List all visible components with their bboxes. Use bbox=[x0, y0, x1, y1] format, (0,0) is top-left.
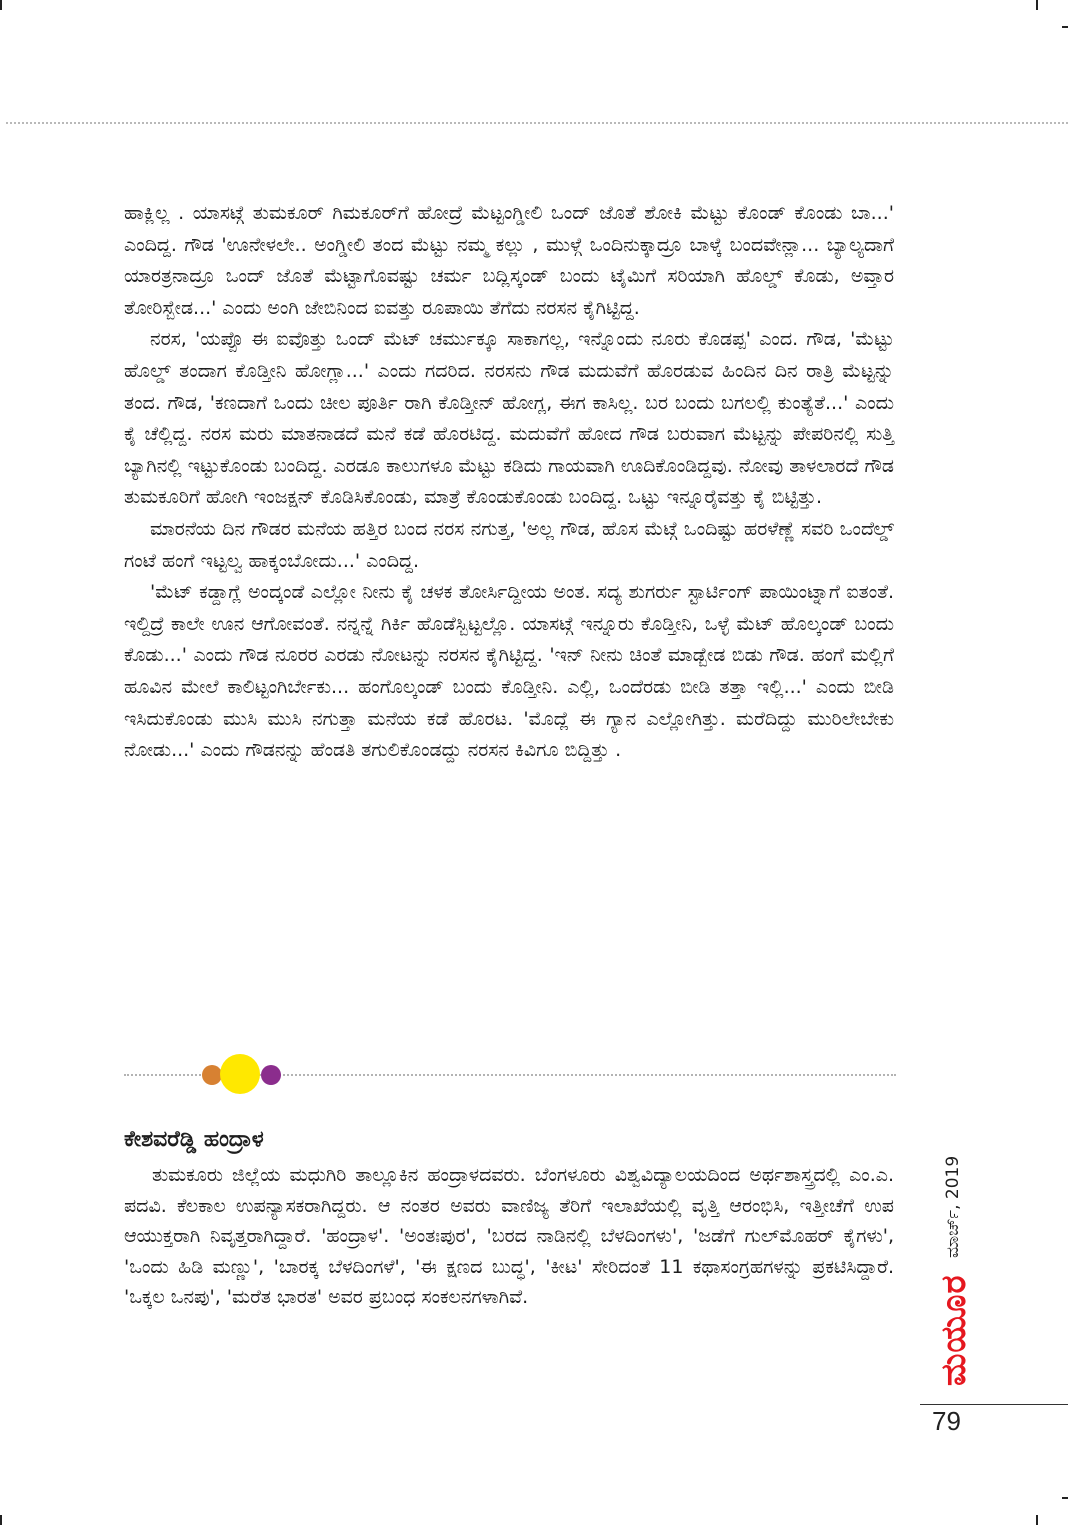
author-bio: ತುಮಕೂರು ಜಿಲ್ಲೆಯ ಮಧುಗಿರಿ ತಾಲ್ಲೂಕಿನ ಹಂದ್ರಾಳದವರು. ಬೆಂಗಳೂರು ವಿಶ್ವವಿದ್ಯಾಲಯದಿಂದ ಅರ್ಥಶಾಸ್ತ್ರದಲ್ಲಿ ಎಂ.ಎ. ಪದವಿ. ಕೆಲಕಾಲ ಉಪನ್ಯಾಸಕರಾಗಿದ್ದರು. ಆ ನಂತರ ಅವರು ವಾಣಿಜ್ಯ ತೆರಿಗೆ ಇಲಾಖೆಯಲ್ಲಿ ವೃತ್ತಿ ಆರಂಭಿಸಿ, ಇತ್ತೀಚೆಗೆ ಉಪ ಆಯುಕ್ತರಾಗಿ ನಿವೃತ್ತರಾಗಿದ್ದಾರೆ. 'ಹಂದ್ರಾಳ'. 'ಅಂತಃಪುರ', 'ಬರದ ನಾಡಿನಲ್ಲಿ ಬೆಳದಿಂಗಳು', 'ಜಡೆಗೆ ಗುಲ್‌ಮೊಹರ್ ಕೈಗಳು', 'ಒಂದು ಹಿಡಿ ಮಣ್ಣು', 'ಬಾರಕ್ಕ ಬೆಳದಿಂಗಳೆ', 'ಈ ಕ್ಷಣದ ಬುದ್ಧ', 'ಕೀಟ' ಸೇರಿದಂತೆ 11 ಕಥಾಸಂಗ್ರಹಗಳನ್ನು ಪ್ರಕಟಿಸಿದ್ದಾರೆ. 'ಒಕ್ಕಲ ಒನಪು', 'ಮರೆತ ಭಾರತ' ಅವರ ಪ್ರಬಂಧ ಸಂಕಲನಗಳಾಗಿವೆ. bbox=[124, 1164, 894, 1308]
yellow-dot-ornament bbox=[220, 1054, 260, 1094]
section-divider bbox=[124, 1054, 896, 1094]
story-paragraph: 'ಮೆಟ್ ಕಡ್ದಾಗ್ಲೆ ಅಂದ್ಕಂಡೆ ಎಲ್ಲೋ ನೀನು ಕೈ ಚಳಕ ತೋರ್ಸಿದ್ದೀಯ ಅಂತ. ಸದ್ಯ ಶುಗರ್ರು ಸ್ಟಾರ್ಟಿಂಗ್ ಪಾಯಿಂಟ್ನಾಗೆ ಐತಂತೆ. ಇಲ್ದಿದ್ರೆ ಕಾಲೇ ಊನ ಆಗೋವಂತೆ. ನನ್ನನ್ನೆ ಗಿರ್ಕಿ ಹೊಡೆಸ್ಬಿಟ್ಟಲ್ಲೊ. ಯಾಸಟ್ಗೆ ಇನ್ನೂರು ಕೊಡ್ತೀನಿ, ಒಳ್ಳೆ ಮೆಟ್ ಹೊಲ್ಕಂಡ್ ಬಂದು ಕೊಡು...' ಎಂದು ಗೌಡ ನೂರರ ಎರಡು ನೋಟನ್ನು ನರಸನ ಕೈಗಿಟ್ಟಿದ್ದ. 'ಇನ್ ನೀನು ಚಿಂತೆ ಮಾಡ್ಬೇಡ ಬಿಡು ಗೌಡ. ಹಂಗೆ ಮಲ್ಲಿಗೆ ಹೂವಿನ ಮೇಲೆ ಕಾಲಿಟ್ಟಂಗಿರ್ಬೇಕು... ಹಂಗೊಲ್ಕಂಡ್ ಬಂದು ಕೊಡ್ತೀನಿ. ಎಲ್ಲಿ, ಒಂದೆರಡು ಬೀಡಿ ತತ್ತಾ ಇಲ್ಲಿ...' ಎಂದು ಬೀಡಿ ಇಸಿದುಕೊಂಡು ಮುಸಿ ಮುಸಿ ನಗುತ್ತಾ ಮನೆಯ ಕಡೆ ಹೊರಟ. 'ಮೊದ್ಲೆ ಈ ಗ್ಯಾನ ಎಲ್ಲೋಗಿತ್ತು. ಮರೆದಿದ್ದು ಮುರಿಲೇಬೇಕು ನೋಡು...' ಎಂದು ಗೌಡನನ್ನು ಹೆಂಡತಿ ತಗುಲಿಕೊಂಡದ್ದು ನರಸನ ಕಿವಿಗೂ ಬಿದ್ದಿತ್ತು . bbox=[124, 581, 894, 762]
story-paragraph: ಮಾರನೆಯ ದಿನ ಗೌಡರ ಮನೆಯ ಹತ್ತಿರ ಬಂದ ನರಸ ನಗುತ್ತ, 'ಅಲ್ಲ ಗೌಡ, ಹೊಸ ಮೆಟ್ಗೆ ಒಂದಿಷ್ಟು ಹರಳೆಣ್ಣೆ ಸವರಿ ಒಂದೆಲ್ಡ್ ಗಂಟೆ ಹಂಗೆ ಇಟ್ಟಲ್ವ ಹಾಕ್ಕಂಬೋದು...' ಎಂದಿದ್ದ. bbox=[124, 517, 894, 572]
purple-dot-ornament bbox=[261, 1065, 281, 1085]
header-dotted-rule bbox=[6, 122, 1068, 124]
issue-date: ಮಾರ್ಚ್, 2019 bbox=[943, 1155, 963, 1258]
orange-dot-ornament bbox=[202, 1065, 222, 1085]
crop-mark-bottom-right bbox=[1036, 1515, 1038, 1525]
crop-mark-bottom-left bbox=[0, 1515, 2, 1525]
story-body bbox=[124, 198, 894, 767]
crop-mark-top-left bbox=[0, 0, 2, 10]
magazine-logo: ಮಯೂರ bbox=[934, 1274, 974, 1386]
story-paragraph: ಹಾಕ್ಲಿಲ್ಲ . ಯಾಸಟ್ಗೆ ತುಮಕೂರ್ ಗಿಮಕೂರ್‌ಗೆ ಹೋದ್ರೆ ಮೆಟ್ಟಂಗ್ಡೀಲಿ ಒಂದ್ ಜೊತೆ ಶೋಕಿ ಮೆಟ್ಟು ಕೊಂಡ್ ಕೊಂಡು ಬಾ...' ಎಂದಿದ್ದ. ಗೌಡ 'ಊನೇಳಲೇ.. ಅಂಗ್ಡೀಲಿ ತಂದ ಮೆಟ್ಟು ನಮ್ಮ ಕಲ್ಲು , ಮುಳ್ಗೆ ಒಂದಿನುಕ್ಕಾದ್ರೂ ಬಾಳ್ಕೆ ಬಂದವೇನ್ಲಾ... ಬ್ಯಾಲ್ಯದಾಗೆ ಯಾರತ್ರನಾದ್ರೂ ಒಂದ್ ಜೊತೆ ಮೆಟ್ಟಾಗೊವಷ್ಟು ಚರ್ಮ ಬದ್ಲಿಸ್ಕಂಡ್ ಬಂದು ಟೈಮಿಗೆ ಸರಿಯಾಗಿ ಹೊಲ್ಡ್ ಕೊಡು, ಅವ್ತಾರ ತೋರಿಸ್ಬೇಡ...' ಎಂದು ಅಂಗಿ ಜೇಬಿನಿಂದ ಐವತ್ತು ರೂಪಾಯಿ ತೆಗೆದು ನರಸನ ಕೈಗಿಟ್ಟಿದ್ದ. bbox=[124, 202, 894, 319]
crop-mark-top-right-horizontal bbox=[1062, 26, 1068, 28]
crop-mark-top-right bbox=[1036, 0, 1038, 10]
author-name: ಕೇಶವರೆಡ್ಡಿ ಹಂದ್ರಾಳ bbox=[124, 1127, 264, 1152]
page-number: 79 bbox=[932, 1406, 961, 1436]
side-masthead bbox=[930, 1090, 980, 1390]
story-paragraph: ನರಸ, 'ಯಪ್ಪೊ ಈ ಐವೊತ್ತು ಒಂದ್ ಮೆಟ್ ಚರ್ಮುಕ್ಕೂ ಸಾಕಾಗಲ್ಲ, ಇನ್ನೊಂದು ನೂರು ಕೊಡಪ್ಪ' ಎಂದ. ಗೌಡ, 'ಮೆಟ್ಟು ಹೊಲ್ಡ್ ತಂದಾಗ ಕೊಡ್ತೀನಿ ಹೋಗ್ಲಾ...' ಎಂದು ಗದರಿದ. ನರಸನು ಗೌಡ ಮದುವೆಗೆ ಹೊರಡುವ ಹಿಂದಿನ ದಿನ ರಾತ್ರಿ ಮೆಟ್ಟನ್ನು ತಂದ. ಗೌಡ, 'ಕಣದಾಗೆ ಒಂದು ಚೀಲ ಪೂರ್ತಿ ರಾಗಿ ಕೊಡ್ತೀನ್ ಹೋಗ್ಲ, ಈಗ ಕಾಸಿಲ್ಲ. ಬರ ಬಂದು ಬಗಲಲ್ಲಿ ಕುಂತ್ಯೆತೆ...' ಎಂದು ಕೈ ಚೆಲ್ಲಿದ್ದ. ನರಸ ಮರು ಮಾತನಾಡದೆ ಮನೆ ಕಡೆ ಹೊರಟಿದ್ದ. ಮದುವೆಗೆ ಹೋದ ಗೌಡ ಬರುವಾಗ ಮೆಟ್ಟನ್ನು ಪೇಪರಿನಲ್ಲಿ ಸುತ್ತಿ ಬ್ಯಾಗಿನಲ್ಲಿ ಇಟ್ಟುಕೊಂಡು ಬಂದಿದ್ದ. ಎರಡೂ ಕಾಲುಗಳೂ ಮೆಟ್ಟು ಕಡಿದು ಗಾಯವಾಗಿ ಊದಿಕೊಂಡಿದ್ದವು. ನೋವು ತಾಳಲಾರದೆ ಗೌಡ ತುಮಕೂರಿಗೆ ಹೋಗಿ ಇಂಜಕ್ಷನ್ ಕೊಡಿಸಿಕೊಂಡು, ಮಾತ್ರೆ ಕೊಂಡುಕೊಂಡು ಬಂದಿದ್ದ. ಒಟ್ಟು ಇನ್ನೂರೈವತ್ತು ಕೈ ಬಿಟ್ಟಿತ್ತು. bbox=[124, 328, 894, 509]
crop-mark-bottom-right-horizontal bbox=[1062, 1497, 1068, 1499]
